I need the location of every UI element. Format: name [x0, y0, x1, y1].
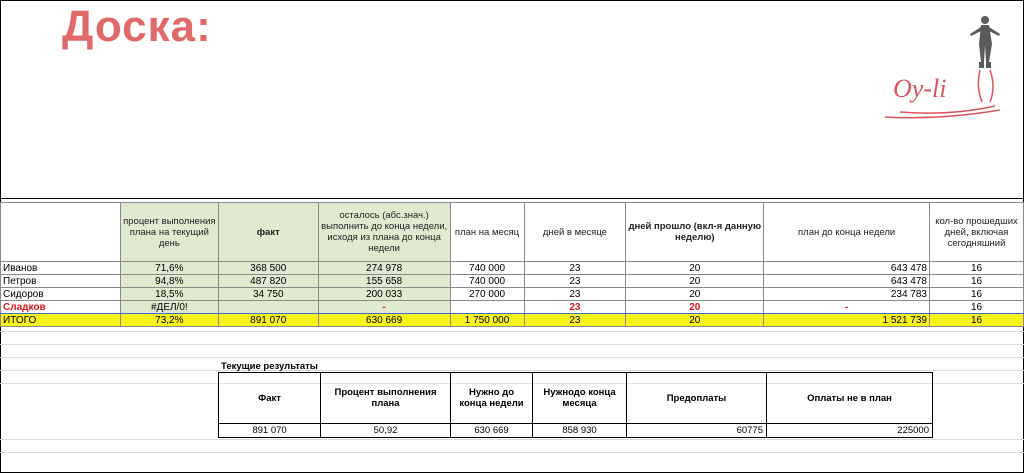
- cell-remaining[interactable]: 200 033: [318, 288, 450, 301]
- cell-remaining[interactable]: -: [318, 301, 450, 314]
- table-header-row: [1, 203, 1024, 262]
- cell-name[interactable]: Сидоров: [1, 288, 121, 301]
- results-header-unplanned: Оплаты не в план: [767, 373, 933, 424]
- table-row[interactable]: [1, 262, 1024, 275]
- cell-name[interactable]: ИТОГО: [1, 314, 121, 327]
- cell-plan-month[interactable]: 740 000: [450, 275, 524, 288]
- cell-fact[interactable]: 891 070: [218, 314, 318, 327]
- results-header-row: [219, 373, 933, 424]
- cell-days-count[interactable]: 16: [930, 275, 1024, 288]
- cell-remaining[interactable]: 630 669: [318, 314, 450, 327]
- cell-days-month[interactable]: 23: [524, 275, 626, 288]
- cell-fact[interactable]: 368 500: [218, 262, 318, 275]
- header-plan-month: план на месяц: [450, 203, 524, 262]
- cell-plan-month[interactable]: 1 750 000: [450, 314, 524, 327]
- results-header-prepay: Предоплаты: [627, 373, 767, 424]
- plan-table: [0, 202, 1024, 327]
- results-percent[interactable]: 50,92: [321, 424, 451, 438]
- cell-fact[interactable]: 487 820: [218, 275, 318, 288]
- header-remaining: осталось (абс.знач.) выполнить до конца недели, исходя из плана до конца недели: [318, 203, 450, 262]
- header-plan-week: план до конца недели: [764, 203, 930, 262]
- cell-plan-week[interactable]: 234 783: [764, 288, 930, 301]
- results-fact[interactable]: 891 070: [219, 424, 321, 438]
- cell-days-month[interactable]: 23: [524, 314, 626, 327]
- cell-days-month[interactable]: 23: [524, 288, 626, 301]
- cell-plan-week[interactable]: 1 521 739: [764, 314, 930, 327]
- table-row[interactable]: [1, 288, 1024, 301]
- cell-days-passed[interactable]: 20: [626, 262, 764, 275]
- cell-days-count[interactable]: 16: [930, 314, 1024, 327]
- divider: [0, 198, 1024, 199]
- cell-fact[interactable]: 34 750: [218, 288, 318, 301]
- cell-name[interactable]: Иванов: [1, 262, 121, 275]
- cell-plan-week[interactable]: 643 478: [764, 275, 930, 288]
- results-header-need-month: Нужнодо конца месяца: [533, 373, 627, 424]
- cell-days-passed[interactable]: 20: [626, 301, 764, 314]
- results-value-row[interactable]: [219, 424, 933, 438]
- results-need-month[interactable]: 858 930: [533, 424, 627, 438]
- cell-remaining[interactable]: 274 978: [318, 262, 450, 275]
- cell-days-count[interactable]: 16: [930, 301, 1024, 314]
- results-need-week[interactable]: 630 669: [451, 424, 533, 438]
- cell-percent[interactable]: 18,5%: [120, 288, 218, 301]
- cell-percent[interactable]: 71,6%: [120, 262, 218, 275]
- results-label: Текущие результаты: [221, 361, 318, 372]
- results-header-need-week: Нужно до конца недели: [451, 373, 533, 424]
- results-unplanned[interactable]: 225000: [767, 424, 933, 438]
- page-title: Доска:: [62, 2, 212, 51]
- cell-percent-error[interactable]: #ДЕЛ/0!: [120, 301, 218, 314]
- cell-percent[interactable]: 94,8%: [120, 275, 218, 288]
- header-fact: факт: [218, 203, 318, 262]
- cell-plan-month[interactable]: 740 000: [450, 262, 524, 275]
- cell-percent[interactable]: 73,2%: [120, 314, 218, 327]
- header-days-passed: дней прошло (вкл-я данную неделю): [626, 203, 764, 262]
- cell-fact[interactable]: [218, 301, 318, 314]
- cell-remaining[interactable]: 155 658: [318, 275, 450, 288]
- header-name: [1, 203, 121, 262]
- table-row-total[interactable]: [1, 314, 1024, 327]
- cell-name[interactable]: Петров: [1, 275, 121, 288]
- logo-text: Oy-li: [893, 74, 947, 103]
- cell-plan-month[interactable]: 270 000: [450, 288, 524, 301]
- results-table: [218, 372, 933, 438]
- cell-days-count[interactable]: 16: [930, 288, 1024, 301]
- cell-days-count[interactable]: 16: [930, 262, 1024, 275]
- cell-plan-week[interactable]: 643 478: [764, 262, 930, 275]
- header-days-month: дней в месяце: [524, 203, 626, 262]
- cell-days-passed[interactable]: 20: [626, 275, 764, 288]
- cell-days-passed[interactable]: 20: [626, 288, 764, 301]
- cell-days-month[interactable]: 23: [524, 262, 626, 275]
- header-percent: процент выполнения плана на текущий день: [120, 203, 218, 262]
- table-row-sladkov[interactable]: [1, 301, 1024, 314]
- results-header-percent: Процент выполнения плана: [321, 373, 451, 424]
- header-days-count: кол-во прошедших дней, включая сегодняшний: [930, 203, 1024, 262]
- cell-name[interactable]: Сладков: [1, 301, 121, 314]
- cell-days-month[interactable]: 23: [524, 301, 626, 314]
- table-row[interactable]: [1, 275, 1024, 288]
- cell-plan-week[interactable]: -: [764, 301, 930, 314]
- cell-days-passed[interactable]: 20: [626, 314, 764, 327]
- logo-figure-icon: [880, 12, 1010, 122]
- results-header-fact: Факт: [219, 373, 321, 424]
- cell-plan-month[interactable]: [450, 301, 524, 314]
- results-prepay[interactable]: 60775: [627, 424, 767, 438]
